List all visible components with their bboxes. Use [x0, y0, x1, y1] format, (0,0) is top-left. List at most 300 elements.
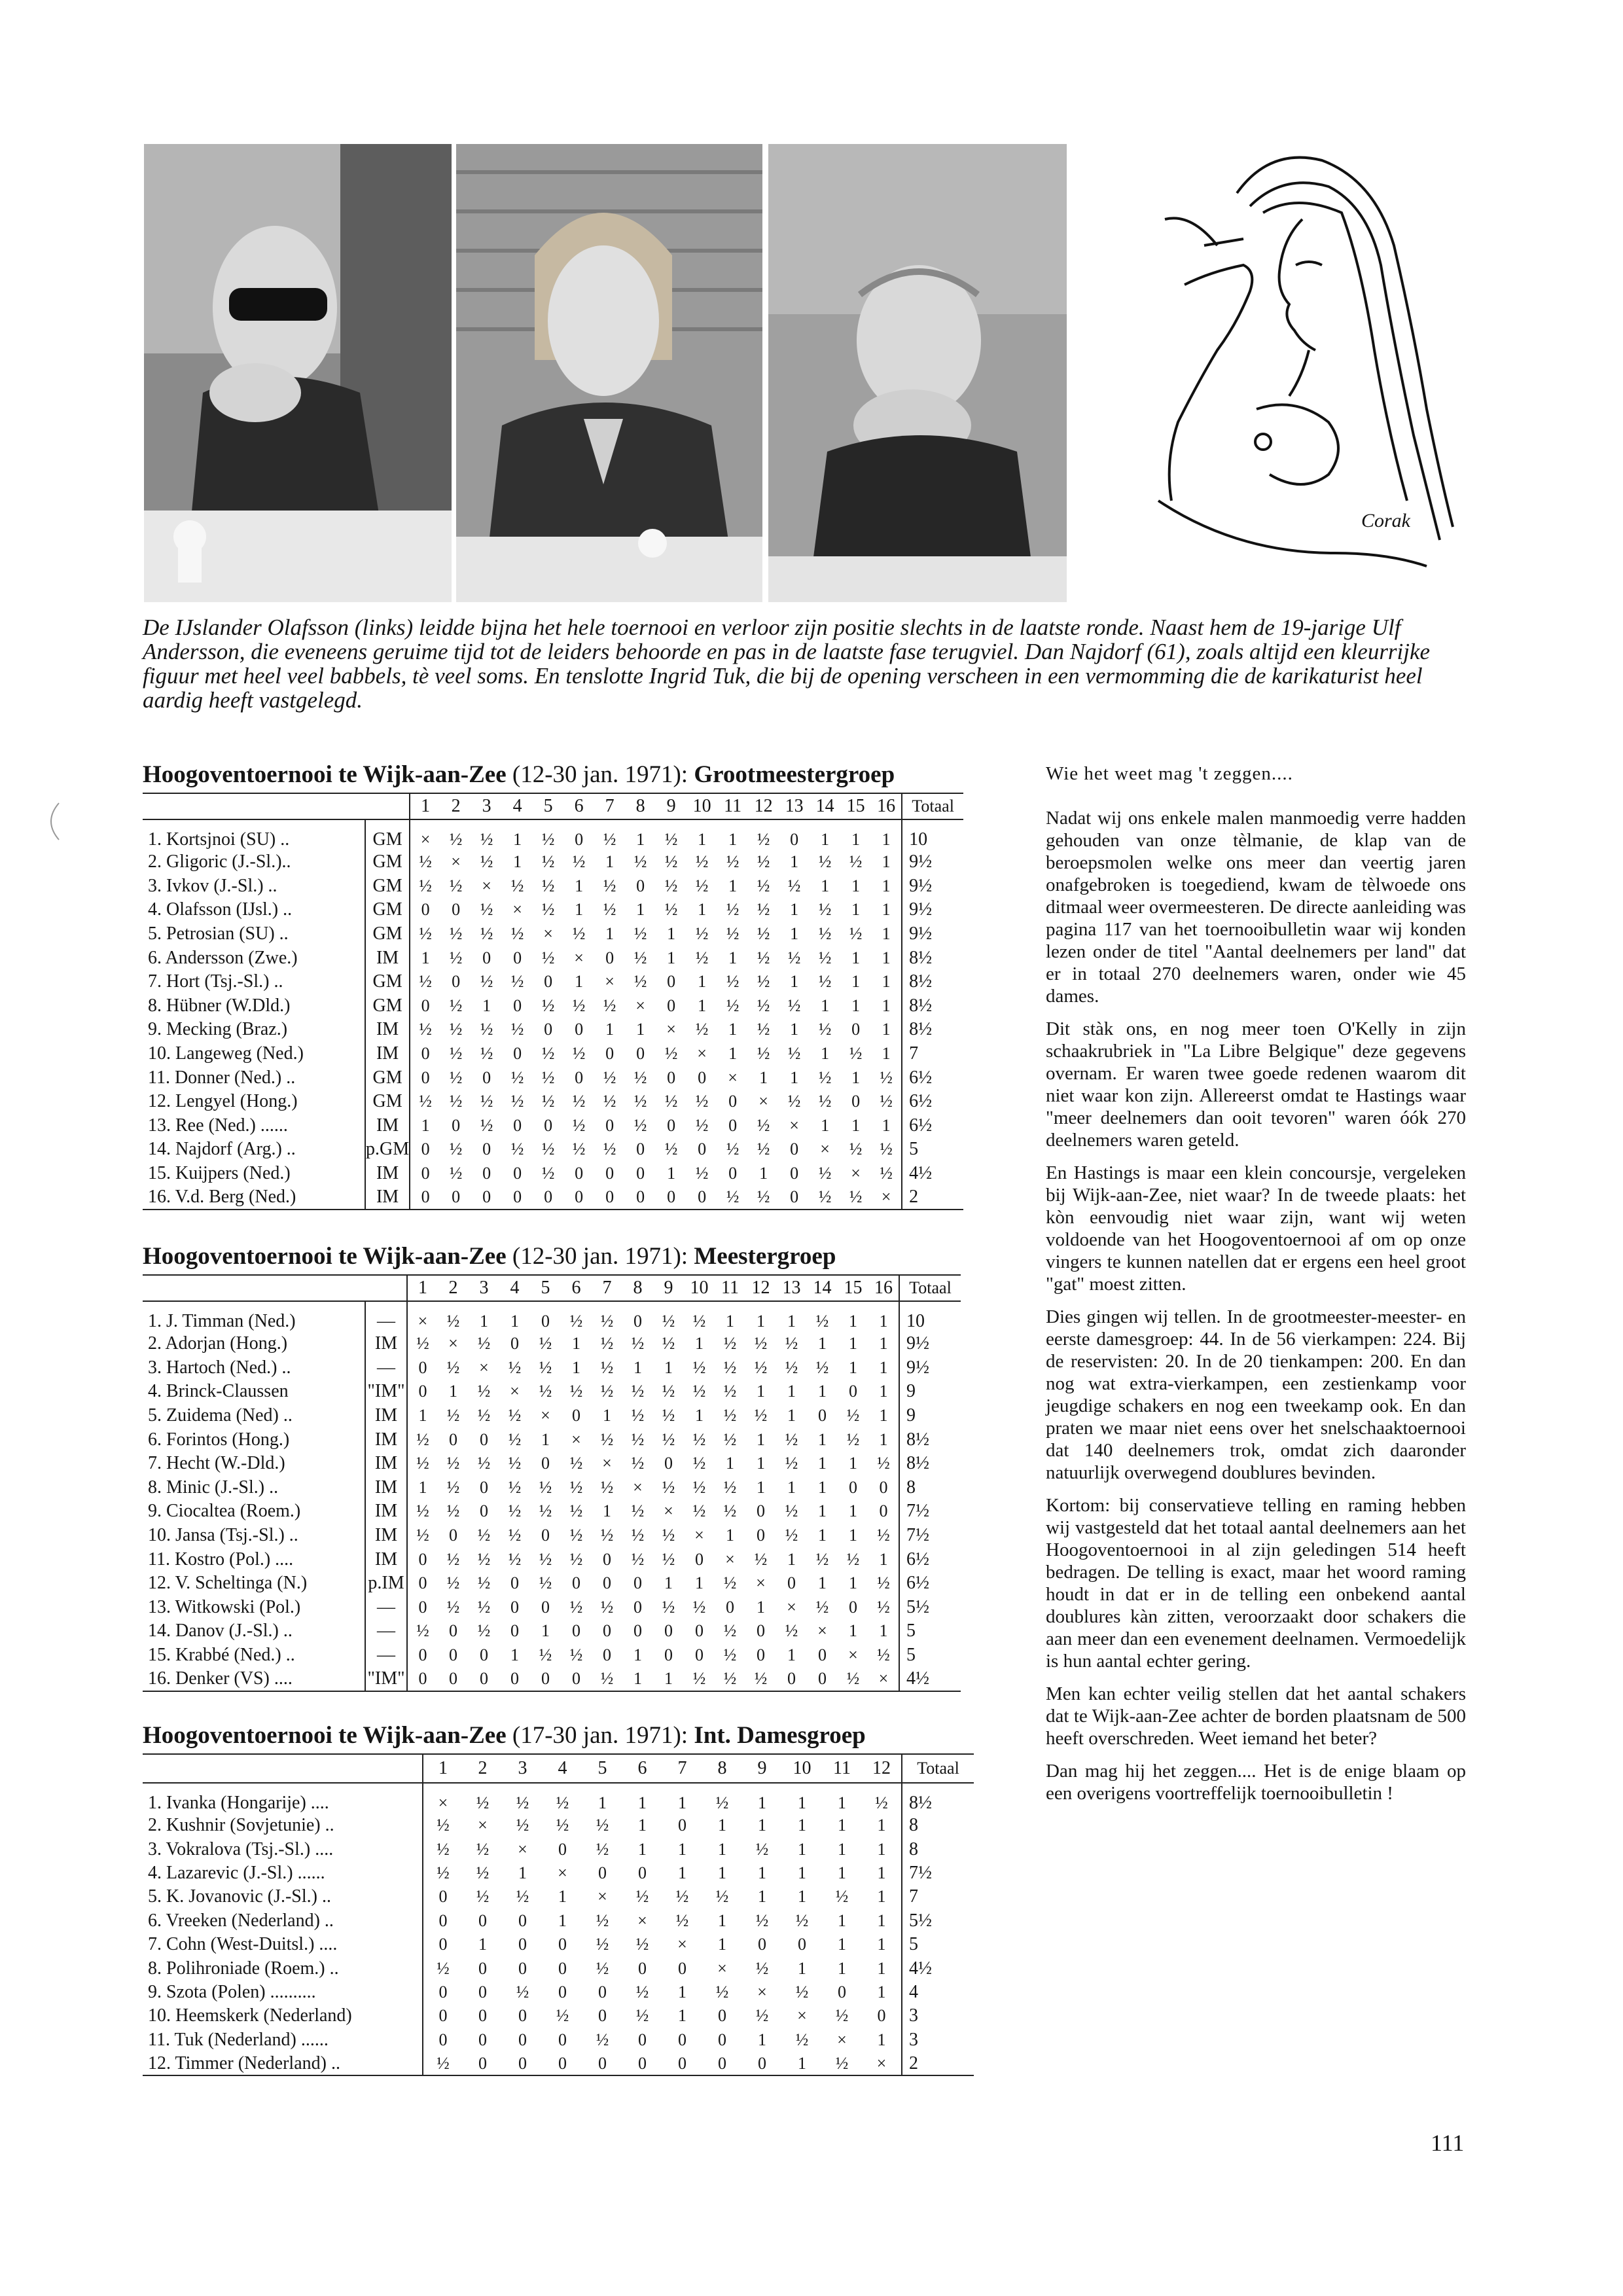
score-cell: 0: [423, 2004, 463, 2028]
score-cell: ½: [407, 1499, 438, 1524]
score-cell: ½: [849, 924, 863, 944]
score-cell: 1: [879, 1621, 888, 1641]
score-cell: 0: [838, 1982, 846, 2001]
score-cell: 0: [480, 1477, 488, 1497]
table-row: [143, 1571, 961, 1596]
score-cell: ½: [723, 1429, 737, 1449]
player-name: 4. Lazarevic (J.-Sl.) ......: [148, 1862, 325, 1883]
score-cell: ½: [754, 1669, 768, 1689]
score-cell: ½: [692, 1429, 706, 1449]
player-name: 12. Lengyel (Hong.): [148, 1091, 298, 1112]
score-cell: 1: [798, 1958, 806, 1978]
table-row: [143, 898, 963, 922]
score-cell: ½: [572, 1115, 586, 1135]
player-title: "IM": [365, 1380, 407, 1404]
score-cell: ½: [631, 1429, 645, 1449]
score-cell: ½: [726, 1187, 740, 1207]
score-cell: 1: [407, 1476, 438, 1500]
score-cell: 1: [882, 996, 891, 1015]
score-cell: 1: [698, 900, 707, 920]
score-cell: 1: [758, 1863, 766, 1882]
score-cell: 0: [667, 1187, 676, 1207]
player-name: 9. Ciocaltea (Roem.): [148, 1501, 301, 1522]
score-cell: 1: [758, 1887, 766, 1907]
score-cell: ½: [754, 1549, 768, 1569]
table-row: [143, 1814, 974, 1837]
title-group: Meestergroep: [694, 1243, 836, 1270]
player-name: 3. Ivkov (J.-Sl.) ..: [148, 875, 277, 896]
score-cell: ½: [539, 1382, 552, 1401]
player-name: 13. Ree (Ned.) ......: [148, 1115, 288, 1136]
score-cell: 0: [633, 1312, 642, 1331]
crosstable: [143, 793, 963, 1210]
score-cell: 1: [849, 1454, 857, 1473]
score-cell: ½: [633, 1115, 647, 1135]
score-cell: ×: [717, 1958, 727, 1978]
score-cell: 0: [423, 1885, 463, 1909]
score-cell: 0: [558, 2053, 567, 2073]
score-cell: 0: [452, 1187, 461, 1207]
score-cell: 0: [510, 1334, 519, 1354]
score-cell: ½: [477, 1526, 491, 1545]
score-cell: ½: [596, 1935, 609, 1954]
player-name: 12. V. Scheltinga (N.): [148, 1573, 308, 1594]
score-cell: ½: [662, 1526, 675, 1545]
score-cell: 1: [882, 948, 891, 967]
score-cell: 0: [818, 1669, 827, 1689]
score-cell: ×: [758, 1092, 768, 1111]
total-score: 5: [902, 1933, 974, 1956]
column-header: 9: [664, 1278, 673, 1298]
score-cell: 0: [410, 994, 440, 1018]
column-header: 12: [872, 1758, 891, 1778]
column-header: 15: [846, 796, 865, 816]
score-cell: 0: [407, 1547, 438, 1571]
score-cell: 0: [478, 1958, 487, 1978]
score-cell: ½: [423, 1861, 463, 1885]
total-score: 4½: [902, 1162, 963, 1186]
score-cell: ½: [715, 1793, 729, 1812]
score-cell: ½: [723, 1621, 737, 1641]
score-cell: ½: [508, 1477, 522, 1497]
score-cell: 0: [558, 1982, 567, 2001]
score-cell: ½: [569, 1477, 583, 1497]
score-cell: 1: [678, 2006, 687, 2026]
score-cell: ½: [477, 1549, 491, 1569]
score-cell: ½: [541, 1044, 555, 1064]
table-row: [143, 1332, 961, 1356]
column-header: 8: [717, 1758, 727, 1778]
score-cell: 0: [541, 1454, 550, 1473]
score-cell: ½: [600, 1477, 614, 1497]
score-cell: 0: [544, 1187, 553, 1207]
score-cell: ½: [603, 996, 616, 1015]
player-name: 6. Forintos (Hong.): [148, 1429, 290, 1450]
score-cell: 1: [718, 1935, 726, 1954]
score-cell: 0: [678, 2030, 687, 2049]
score-cell: 0: [572, 1406, 580, 1426]
score-cell: ½: [785, 1429, 798, 1449]
score-cell: 1: [636, 830, 645, 849]
total-header: Totaal: [902, 1754, 974, 1783]
score-cell: ½: [516, 1887, 529, 1907]
score-cell: 1: [728, 948, 738, 967]
player-name: 7. Cohn (West-Duitsl.) ....: [148, 1934, 338, 1955]
total-score: 8: [902, 1837, 974, 1861]
score-cell: 1: [510, 1645, 519, 1665]
score-cell: 1: [821, 830, 830, 849]
player-name: 15. Kuijpers (Ned.): [148, 1163, 291, 1184]
score-cell: ½: [726, 1139, 740, 1159]
table-row: [143, 1499, 961, 1524]
table-row: [143, 1066, 963, 1090]
score-cell: ½: [477, 1382, 491, 1401]
score-cell: 0: [510, 1573, 519, 1593]
score-cell: ½: [715, 1887, 729, 1907]
score-cell: ½: [446, 1406, 460, 1426]
score-cell: 1: [757, 1382, 765, 1401]
score-cell: ½: [596, 1910, 609, 1930]
table-row: [143, 1981, 974, 2004]
score-cell: 0: [849, 1477, 857, 1497]
score-cell: ½: [541, 876, 555, 895]
score-cell: 1: [605, 1020, 615, 1039]
score-cell: ½: [723, 1669, 737, 1689]
score-cell: 1: [757, 1454, 765, 1473]
score-cell: ×: [878, 1669, 889, 1689]
score-cell: ½: [715, 1982, 729, 2001]
photo-najdorf: [768, 144, 1067, 602]
table-row: [143, 819, 963, 850]
column-header: 9: [666, 796, 676, 816]
score-cell: 0: [605, 1187, 615, 1207]
score-cell: ×: [881, 1187, 891, 1207]
score-cell: 0: [758, 1935, 766, 1954]
score-cell: 0: [726, 1597, 734, 1617]
score-cell: 1: [882, 852, 891, 872]
score-cell: 0: [423, 1981, 463, 2004]
score-cell: ½: [662, 1334, 675, 1354]
score-cell: 1: [638, 1839, 647, 1859]
score-cell: ½: [407, 1619, 438, 1643]
score-cell: ½: [572, 1139, 586, 1159]
score-cell: 0: [407, 1380, 438, 1404]
column-header: 5: [597, 1758, 607, 1778]
table-row: [143, 970, 963, 994]
score-cell: 0: [664, 1645, 673, 1665]
score-cell: ½: [572, 852, 586, 872]
total-score: 3: [902, 2028, 974, 2052]
score-cell: ½: [754, 1406, 768, 1426]
score-cell: 1: [838, 1958, 846, 1978]
column-header: 13: [782, 1278, 801, 1298]
score-cell: ×: [410, 819, 440, 850]
player-name: 11. Donner (Ned.) ..: [148, 1067, 296, 1088]
score-cell: ½: [410, 922, 440, 946]
score-cell: ×: [677, 1935, 687, 1954]
score-cell: ½: [757, 1139, 770, 1159]
score-cell: 0: [598, 2053, 607, 2073]
score-cell: 1: [798, 1863, 806, 1882]
total-score: 8½: [902, 994, 963, 1018]
player-name: 4. Olafsson (IJsl.) ..: [148, 899, 293, 920]
score-cell: 0: [510, 1597, 519, 1617]
score-cell: 1: [572, 1357, 580, 1377]
score-cell: ×: [518, 1839, 527, 1859]
score-cell: 0: [518, 2030, 527, 2049]
score-cell: ½: [446, 1477, 460, 1497]
column-header: 4: [558, 1758, 567, 1778]
score-cell: ½: [664, 876, 678, 895]
table-row: [143, 1885, 974, 1909]
table-grootmeestergroep: [143, 761, 963, 1210]
title-tournament: Hoogoventoernooi te Wijk-aan-Zee: [143, 1243, 507, 1270]
cartoon-ingrid-tuk: [1086, 134, 1466, 605]
score-cell: ½: [510, 1067, 524, 1087]
score-cell: 0: [410, 1138, 440, 1162]
score-cell: 0: [879, 1477, 888, 1497]
score-cell: 0: [482, 1067, 491, 1087]
score-cell: ½: [818, 900, 832, 920]
score-cell: ½: [785, 1526, 798, 1545]
score-cell: 0: [603, 1573, 611, 1593]
score-cell: 1: [798, 1816, 806, 1835]
score-cell: 1: [849, 1357, 857, 1377]
score-cell: 0: [480, 1645, 488, 1665]
score-cell: 1: [851, 996, 861, 1015]
score-cell: ½: [508, 1429, 522, 1449]
score-cell: 1: [603, 1406, 611, 1426]
score-cell: 0: [558, 1935, 567, 1954]
player-title: IM: [365, 1042, 410, 1066]
table-row: [143, 1643, 961, 1668]
score-cell: ½: [662, 1549, 675, 1569]
total-score: 8½: [899, 1427, 961, 1452]
score-cell: 0: [718, 2030, 726, 2049]
total-score: 4: [902, 1981, 974, 2004]
score-cell: ½: [508, 1526, 522, 1545]
score-cell: ½: [695, 948, 709, 967]
score-cell: ½: [480, 830, 493, 849]
score-cell: ×: [574, 948, 584, 967]
player-title: IM: [365, 1427, 407, 1452]
score-cell: 0: [518, 1958, 527, 1978]
score-cell: 0: [849, 1382, 857, 1401]
score-cell: 0: [541, 1526, 550, 1545]
player-title: GM: [365, 1090, 410, 1114]
score-cell: ½: [569, 1549, 583, 1569]
score-cell: 1: [818, 1573, 827, 1593]
column-header: 6: [571, 1278, 581, 1298]
player-name: 15. Krabbé (Ned.) ..: [148, 1645, 295, 1666]
score-cell: ½: [692, 1669, 706, 1689]
score-cell: ½: [446, 1597, 460, 1617]
score-cell: 0: [698, 1187, 707, 1207]
score-cell: ½: [407, 1332, 438, 1356]
score-cell: 1: [633, 1357, 642, 1377]
total-score: 2: [902, 1185, 963, 1210]
score-cell: ½: [846, 1406, 860, 1426]
score-cell: 1: [678, 1982, 687, 2001]
score-cell: 1: [695, 1406, 704, 1426]
player-title: GM: [365, 970, 410, 994]
total-score: 7½: [902, 1861, 974, 1885]
player-name: 6. Vreeken (Nederland) ..: [148, 1910, 334, 1931]
player-title: p.IM: [365, 1571, 407, 1596]
title-dates: (12-30 jan. 1971):: [512, 1243, 688, 1270]
score-cell: 1: [877, 1839, 886, 1859]
score-cell: ½: [880, 1164, 893, 1183]
score-cell: ½: [510, 1139, 524, 1159]
score-cell: ½: [508, 1357, 522, 1377]
player-name: 2. Gligoric (J.-Sl.)..: [148, 852, 291, 872]
score-cell: 1: [790, 900, 799, 920]
score-cell: ×: [635, 996, 645, 1015]
score-cell: ½: [600, 1669, 614, 1689]
score-cell: 0: [603, 1645, 611, 1665]
score-cell: 1: [821, 996, 830, 1015]
score-cell: 1: [818, 1501, 827, 1521]
column-header: 11: [724, 796, 742, 816]
score-cell: ½: [880, 1067, 893, 1087]
score-cell: 0: [407, 1571, 438, 1596]
player-name: 16. Denker (VS) ....: [148, 1668, 293, 1689]
score-cell: 0: [452, 972, 461, 992]
score-cell: 1: [798, 1887, 806, 1907]
score-cell: ×: [789, 1115, 799, 1135]
table-row: [143, 1018, 963, 1042]
score-cell: ½: [446, 1501, 460, 1521]
score-cell: 0: [449, 1429, 457, 1449]
score-cell: 1: [879, 1406, 888, 1426]
score-cell: ½: [815, 1549, 829, 1569]
table-row: [143, 1356, 961, 1380]
score-cell: 1: [759, 1067, 768, 1087]
player-name: 10. Heemskerk (Nederland): [148, 2005, 352, 2026]
score-cell: ½: [423, 1956, 463, 1980]
score-cell: 1: [838, 1816, 846, 1835]
score-cell: 1: [541, 1621, 550, 1641]
score-cell: ½: [572, 1092, 586, 1111]
score-cell: 1: [790, 1020, 799, 1039]
score-cell: 0: [633, 1597, 642, 1617]
score-cell: 0: [518, 1910, 527, 1930]
score-cell: 1: [851, 1067, 861, 1087]
score-cell: ½: [600, 1312, 614, 1331]
total-score: 4½: [899, 1667, 961, 1691]
score-cell: ½: [603, 1139, 616, 1159]
score-cell: 0: [513, 1115, 522, 1135]
score-cell: ½: [516, 1793, 529, 1812]
header-empty: [365, 793, 410, 819]
score-cell: 1: [882, 876, 891, 895]
score-cell: 1: [633, 1669, 642, 1689]
player-name: 11. Kostro (Pol.) ....: [148, 1549, 294, 1570]
score-cell: ½: [449, 1092, 463, 1111]
score-cell: ½: [603, 900, 616, 920]
score-cell: ½: [572, 924, 586, 944]
score-cell: 1: [877, 1958, 886, 1978]
score-cell: ½: [541, 1067, 555, 1087]
crosstable: [143, 1274, 961, 1692]
score-cell: 1: [882, 1044, 891, 1064]
score-cell: 1: [449, 1382, 457, 1401]
score-cell: 0: [757, 1621, 765, 1641]
score-cell: ½: [757, 900, 770, 920]
score-cell: ½: [818, 1020, 832, 1039]
player-title: IM: [365, 1547, 407, 1571]
score-cell: ½: [635, 1887, 649, 1907]
score-cell: ½: [410, 850, 440, 874]
score-cell: ×: [479, 1357, 489, 1377]
score-cell: 1: [851, 1115, 861, 1135]
score-cell: ½: [635, 2006, 649, 2026]
score-cell: 0: [407, 1667, 438, 1691]
score-cell: 1: [667, 948, 676, 967]
score-cell: ×: [633, 1477, 643, 1497]
score-cell: ½: [692, 1357, 706, 1377]
score-cell: 1: [849, 1526, 857, 1545]
table-row: [143, 1619, 961, 1643]
score-cell: ½: [410, 970, 440, 994]
score-cell: 0: [598, 2006, 607, 2026]
score-cell: ½: [633, 1067, 647, 1087]
score-cell: 0: [638, 2030, 647, 2049]
player-title: IM: [365, 1162, 410, 1186]
score-cell: ½: [556, 2006, 569, 2026]
score-cell: 1: [513, 852, 522, 872]
score-cell: ½: [631, 1549, 645, 1569]
score-cell: 0: [728, 1092, 738, 1111]
total-score: 7: [902, 1885, 974, 1909]
score-cell: 1: [882, 972, 891, 992]
score-cell: 1: [879, 1357, 888, 1377]
score-cell: 1: [603, 1501, 611, 1521]
score-cell: ½: [603, 876, 616, 895]
score-cell: 1: [877, 1982, 886, 2001]
crosstable: [143, 1753, 974, 2076]
score-cell: 1: [410, 946, 440, 970]
score-cell: ½: [449, 830, 463, 849]
table-row: [143, 1837, 974, 1861]
score-cell: ½: [480, 900, 493, 920]
score-cell: ½: [569, 1526, 583, 1545]
score-cell: 1: [678, 1793, 687, 1812]
player-name: 7. Hort (Tsj.-Sl.) ..: [148, 971, 283, 992]
score-cell: ½: [815, 1597, 829, 1617]
score-cell: ½: [600, 1334, 614, 1354]
score-cell: 0: [407, 1643, 438, 1668]
score-cell: 0: [598, 1982, 607, 2001]
photo-andersson: [456, 144, 762, 602]
table-row: [143, 1138, 963, 1162]
score-cell: 1: [877, 1816, 886, 1835]
score-cell: ½: [757, 948, 770, 967]
score-cell: ½: [849, 852, 863, 872]
score-cell: ½: [692, 1501, 706, 1521]
player-name: 14. Najdorf (Arg.) ..: [148, 1139, 296, 1160]
score-cell: ½: [846, 1669, 860, 1689]
score-cell: ½: [480, 852, 493, 872]
score-cell: ½: [795, 1910, 809, 1930]
score-cell: ½: [877, 1526, 890, 1545]
score-cell: ½: [508, 1549, 522, 1569]
score-cell: 1: [798, 2053, 806, 2073]
player-title: —: [365, 1356, 407, 1380]
column-header: 9: [757, 1758, 767, 1778]
score-cell: 0: [664, 1621, 673, 1641]
score-cell: 1: [636, 900, 645, 920]
